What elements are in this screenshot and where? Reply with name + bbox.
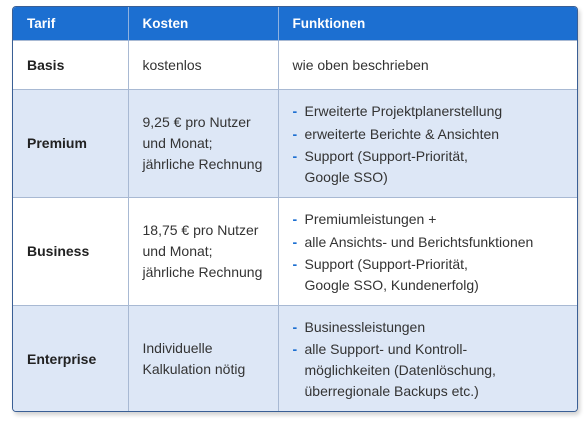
header-kosten: Kosten bbox=[128, 7, 278, 41]
kosten-line: und Monat; bbox=[142, 135, 213, 151]
kosten-line: und Monat; bbox=[142, 243, 213, 259]
header-funktionen: Funktionen bbox=[278, 7, 577, 41]
feature-text: Support (Support-Priorität, bbox=[304, 147, 468, 164]
funktionen-text: wie oben beschrieben bbox=[292, 56, 429, 73]
feature-item bbox=[293, 254, 578, 296]
feature-text: erweiterte Berichte & Ansichten bbox=[304, 125, 500, 142]
kosten-line: 18,75 € pro Nutzer bbox=[142, 222, 259, 238]
tarif-name: Business bbox=[13, 198, 128, 306]
dash-bullet-icon: - bbox=[292, 319, 298, 335]
funktionen-cell bbox=[278, 90, 577, 198]
feature-item bbox=[293, 100, 578, 123]
table-row-business bbox=[13, 198, 577, 306]
dash-bullet-icon: - bbox=[292, 210, 298, 227]
funktionen-cell bbox=[278, 41, 577, 90]
feature-list bbox=[293, 208, 578, 296]
feature-text: Support (Support-Priorität, bbox=[304, 255, 468, 272]
kosten-cell bbox=[128, 198, 278, 306]
feature-item bbox=[293, 231, 578, 254]
feature-text: möglichkeiten (Datenlöschung, bbox=[304, 362, 496, 378]
feature-text: überregionale Backups etc.) bbox=[304, 383, 479, 399]
dash-bullet-icon: - bbox=[292, 102, 298, 119]
table-row-enterprise bbox=[13, 306, 577, 413]
feature-list bbox=[293, 100, 578, 188]
kosten-line: Individuelle bbox=[142, 340, 213, 356]
kosten-cell bbox=[128, 41, 278, 90]
dash-bullet-icon: - bbox=[292, 341, 298, 357]
kosten-line: kostenlos bbox=[142, 56, 202, 73]
feature-item bbox=[293, 339, 578, 402]
pricing-table bbox=[13, 7, 577, 412]
tarif-name: Enterprise bbox=[13, 306, 128, 413]
funktionen-cell bbox=[278, 198, 577, 306]
dash-bullet-icon: - bbox=[292, 233, 298, 250]
kosten-line: jährliche Rechnung bbox=[142, 264, 263, 280]
feature-text: Premiumleistungen + bbox=[304, 210, 437, 227]
pricing-table-container bbox=[12, 6, 578, 412]
table-header-row bbox=[13, 7, 577, 41]
feature-item bbox=[293, 146, 578, 188]
kosten-cell bbox=[128, 306, 278, 413]
feature-item bbox=[293, 208, 578, 231]
kosten-line: jährliche Rechnung bbox=[142, 156, 263, 172]
tarif-name: Basis bbox=[13, 41, 128, 90]
header-tarif: Tarif bbox=[13, 7, 128, 41]
feature-text: alle Support- und Kontroll- bbox=[304, 341, 468, 357]
dash-bullet-icon: - bbox=[292, 125, 298, 142]
kosten-line: 9,25 € pro Nutzer bbox=[142, 114, 251, 130]
feature-text: Erweiterte Projektplanerstellung bbox=[304, 102, 503, 119]
dash-bullet-icon: - bbox=[292, 255, 298, 272]
table-row-basis bbox=[13, 41, 577, 90]
kosten-cell bbox=[128, 90, 278, 198]
feature-text: Businessleistungen bbox=[304, 319, 426, 335]
feature-item bbox=[293, 123, 578, 146]
feature-text: alle Ansichts- und Berichtsfunktionen bbox=[304, 233, 534, 250]
tarif-name: Premium bbox=[13, 90, 128, 198]
feature-list bbox=[293, 316, 578, 402]
feature-text: Google SSO) bbox=[304, 168, 388, 185]
dash-bullet-icon: - bbox=[292, 147, 298, 164]
table-row-premium bbox=[13, 90, 577, 198]
funktionen-cell bbox=[278, 306, 577, 413]
feature-text: Google SSO, Kundenerfolg) bbox=[304, 276, 479, 293]
kosten-line: Kalkulation nötig bbox=[142, 361, 246, 377]
feature-item bbox=[293, 316, 578, 339]
